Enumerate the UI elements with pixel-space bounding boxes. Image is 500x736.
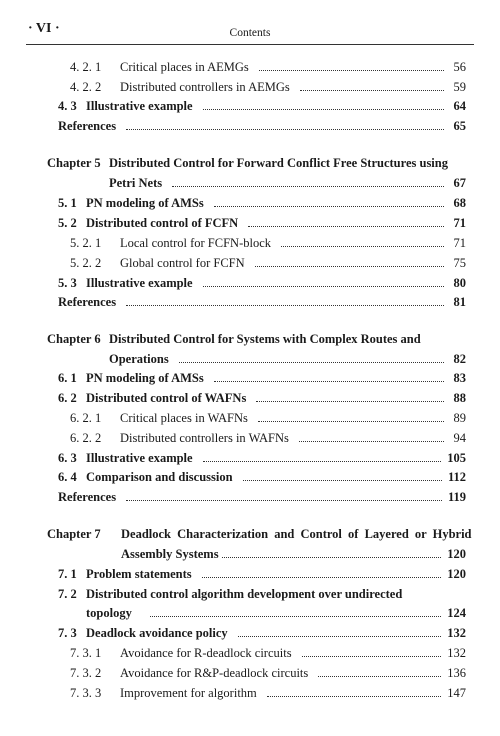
toc-entry-7-3[interactable] xyxy=(58,626,466,641)
entry-page: 83 xyxy=(453,371,466,385)
entry-number: 4. 2. 2 xyxy=(70,80,102,94)
leader-dots xyxy=(300,90,444,91)
entry-page: 81 xyxy=(453,295,466,309)
leader-dots xyxy=(299,441,444,442)
leader-dots xyxy=(255,266,444,267)
entry-title: Global control for FCFN xyxy=(120,256,245,270)
chapter-title: Distributed Control for Systems with Complex Routes and xyxy=(109,332,421,346)
entry-number: 7. 3. 3 xyxy=(70,686,102,700)
chapter-title: Distributed Control for Forward Conflict Free Structures using xyxy=(109,156,448,170)
entry-title: Distributed control algorithm development over undirected xyxy=(86,587,403,601)
leader-dots xyxy=(248,226,444,227)
leader-dots xyxy=(267,696,441,697)
chapter-5-continuation[interactable] xyxy=(109,176,466,191)
entry-page: 120 xyxy=(447,547,466,561)
entry-page: 120 xyxy=(447,567,466,581)
leader-dots xyxy=(126,500,442,501)
toc-entry-7-3-2[interactable] xyxy=(70,666,466,681)
entry-page: 71 xyxy=(453,216,466,230)
entry-page: 75 xyxy=(453,256,466,270)
leader-dots xyxy=(259,70,444,71)
entry-number: 6. 2 xyxy=(58,391,77,405)
chapter-number: Chapter 6 xyxy=(47,332,101,346)
entry-title: PN modeling of AMSs xyxy=(86,196,204,210)
toc-entry-4-2-1[interactable] xyxy=(70,60,466,75)
entry-title: Critical places in AEMGs xyxy=(120,60,249,74)
entry-number: 6. 2. 2 xyxy=(70,431,102,445)
entry-number: 6. 2. 1 xyxy=(70,411,102,425)
toc-entry-6-1[interactable] xyxy=(58,371,466,386)
toc-entry-5-2[interactable] xyxy=(58,216,466,231)
entry-page: 64 xyxy=(453,99,466,113)
entry-page: 105 xyxy=(447,451,466,465)
entry-page: 132 xyxy=(447,646,466,660)
leader-dots xyxy=(243,480,442,481)
chapter-5-heading[interactable] xyxy=(47,156,448,171)
entry-number: 7. 2 xyxy=(58,587,77,601)
toc-entry-4-2-2[interactable] xyxy=(70,80,466,95)
entry-page: 71 xyxy=(453,236,466,250)
entry-number: 7. 3. 1 xyxy=(70,646,102,660)
leader-dots xyxy=(202,577,442,578)
entry-title: Avoidance for R-deadlock circuits xyxy=(120,646,292,660)
entry-page: 67 xyxy=(453,176,466,190)
leader-dots xyxy=(179,362,444,363)
toc-entry-5-1[interactable] xyxy=(58,196,466,211)
chapter-6-continuation[interactable] xyxy=(109,352,466,367)
entry-page: 112 xyxy=(447,470,466,484)
entry-number: 5. 3 xyxy=(58,276,77,290)
page-number: · VI · xyxy=(28,21,60,36)
chapter-title-continued: Assembly Systems xyxy=(121,547,219,561)
leader-dots xyxy=(203,461,442,462)
toc-entry-references-4[interactable] xyxy=(58,119,466,134)
entry-number: 4. 2. 1 xyxy=(70,60,102,74)
leader-dots xyxy=(318,676,441,677)
leader-dots xyxy=(222,557,442,558)
toc-entry-7-2-continuation[interactable] xyxy=(86,606,466,621)
entry-title: Local control for FCFN-block xyxy=(120,236,272,250)
entry-title: Problem statements xyxy=(86,567,192,581)
entry-page: 68 xyxy=(453,196,466,210)
entry-number: 6. 3 xyxy=(58,451,77,465)
entry-page: 88 xyxy=(453,391,466,405)
entry-number: 7. 1 xyxy=(58,567,77,581)
entry-title: PN modeling of AMSs xyxy=(86,371,204,385)
entry-title: Illustrative example xyxy=(86,451,193,465)
leader-dots xyxy=(150,616,441,617)
toc-entry-7-3-1[interactable] xyxy=(70,646,466,661)
entry-page: 89 xyxy=(453,411,466,425)
entry-number: 5. 2. 2 xyxy=(70,256,102,270)
entry-number: 7. 3. 2 xyxy=(70,666,102,680)
entry-title: Critical places in WAFNs xyxy=(120,411,248,425)
toc-entry-5-2-2[interactable] xyxy=(70,256,466,271)
toc-entry-6-2-2[interactable] xyxy=(70,431,466,446)
leader-dots xyxy=(238,636,442,637)
leader-dots xyxy=(256,401,444,402)
leader-dots xyxy=(258,421,444,422)
toc-entry-references-5[interactable] xyxy=(58,295,466,310)
entry-title: Deadlock avoidance policy xyxy=(86,626,228,640)
entry-title: Improvement for algorithm xyxy=(120,686,257,700)
chapter-7-continuation[interactable] xyxy=(121,547,466,562)
leader-dots xyxy=(214,206,444,207)
entry-number: 5. 2. 1 xyxy=(70,236,102,250)
chapter-7-heading[interactable] xyxy=(47,527,472,542)
entry-title: References xyxy=(58,295,117,309)
chapter-title: Deadlock Characterization and Control of Layered or Hybrid xyxy=(121,527,472,541)
toc-entry-7-1[interactable] xyxy=(58,567,466,582)
entry-page: 82 xyxy=(453,352,466,366)
leader-dots xyxy=(126,129,444,130)
toc-entry-4-3[interactable] xyxy=(58,99,466,114)
toc-entry-5-2-1[interactable] xyxy=(70,236,466,251)
chapter-number: Chapter 7 xyxy=(47,527,101,541)
leader-dots xyxy=(281,246,444,247)
chapter-title-continued: Petri Nets xyxy=(109,176,163,190)
toc-entry-7-2[interactable] xyxy=(58,587,402,602)
entry-page: 132 xyxy=(447,626,466,640)
entry-number: 4. 3 xyxy=(58,99,77,113)
entry-page: 147 xyxy=(447,686,466,700)
entry-title: References xyxy=(58,490,117,504)
toc-entry-6-4[interactable] xyxy=(58,470,466,485)
entry-number: 6. 1 xyxy=(58,371,77,385)
entry-title: References xyxy=(58,119,117,133)
chapter-6-heading[interactable] xyxy=(47,332,421,347)
running-title: Contents xyxy=(229,27,271,39)
toc-entry-6-3[interactable] xyxy=(58,451,466,466)
entry-page: 94 xyxy=(453,431,466,445)
entry-title: Distributed controllers in AEMGs xyxy=(120,80,290,94)
entry-number: 5. 1 xyxy=(58,196,77,210)
entry-page: 119 xyxy=(447,490,466,504)
entry-title: Illustrative example xyxy=(86,276,193,290)
leader-dots xyxy=(203,286,444,287)
toc-entry-6-2[interactable] xyxy=(58,391,466,406)
leader-dots xyxy=(214,381,444,382)
entry-title: Distributed control of FCFN xyxy=(86,216,239,230)
leader-dots xyxy=(203,109,444,110)
leader-dots xyxy=(302,656,442,657)
toc-entry-7-3-3[interactable] xyxy=(70,686,466,701)
chapter-title-continued: Operations xyxy=(109,352,169,366)
entry-title: Distributed control of WAFNs xyxy=(86,391,247,405)
entry-number: 5. 2 xyxy=(58,216,77,230)
toc-entry-6-2-1[interactable] xyxy=(70,411,466,426)
toc-entry-5-3[interactable] xyxy=(58,276,466,291)
toc-entry-references-6[interactable] xyxy=(58,490,466,505)
entry-title-continued: topology xyxy=(86,606,132,620)
entry-title: Avoidance for R&P-deadlock circuits xyxy=(120,666,309,680)
entry-title: Comparison and discussion xyxy=(86,470,233,484)
entry-page: 136 xyxy=(447,666,466,680)
entry-title: Distributed controllers in WAFNs xyxy=(120,431,289,445)
leader-dots xyxy=(126,305,444,306)
entry-title: Illustrative example xyxy=(86,99,193,113)
leader-dots xyxy=(172,186,444,187)
entry-page: 124 xyxy=(447,606,466,620)
entry-number: 7. 3 xyxy=(58,626,77,640)
entry-page: 65 xyxy=(453,119,466,133)
entry-page: 80 xyxy=(453,276,466,290)
chapter-number: Chapter 5 xyxy=(47,156,101,170)
entry-page: 56 xyxy=(453,60,466,74)
entry-page: 59 xyxy=(453,80,466,94)
entry-number: 6. 4 xyxy=(58,470,77,484)
